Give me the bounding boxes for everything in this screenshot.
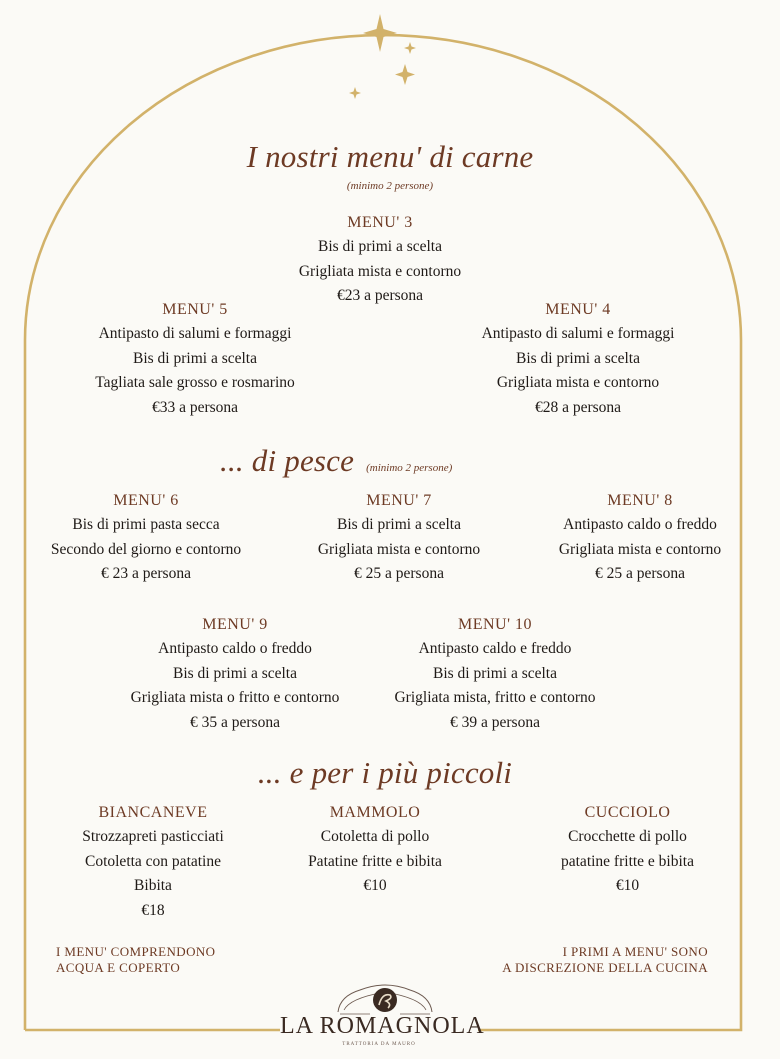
menu-price: € 25 a persona: [354, 565, 444, 582]
menu-price: €10: [363, 877, 387, 894]
menu-item: Bis di primi a scelta: [173, 664, 297, 682]
section-heading-pesce: [220, 443, 452, 479]
menu-item: Grigliata mista e contorno: [317, 540, 481, 558]
menu-item: Patatine fritte e bibita: [308, 852, 442, 870]
menu-title: MENU' 8: [607, 492, 673, 509]
menu-card-5: [45, 298, 345, 420]
menu-item: Antipasto caldo o freddo: [158, 640, 312, 657]
note-kitchen: [502, 944, 708, 976]
logo-emblem-icon: [330, 978, 440, 1018]
menu-title: MENU' 3: [347, 214, 413, 231]
menu-item: Cotoletta di pollo: [320, 828, 430, 845]
menu-item: Antipasto caldo e freddo: [418, 640, 572, 657]
menu-item: Tagliata sale grosso e rosmarino: [95, 374, 295, 391]
menu-item: Bis di primi a scelta: [433, 664, 557, 682]
menu-price: €23 a persona: [336, 287, 424, 304]
menu-item: patatine fritte e bibita: [561, 852, 694, 870]
menu-item: Bis di primi pasta secca: [72, 516, 220, 533]
menu-price: €33 a persona: [151, 398, 239, 416]
menu-card-biancaneve: [38, 801, 268, 923]
note-included: [56, 944, 215, 976]
menu-item: Crocchette di pollo: [568, 828, 687, 845]
menu-item: Bis di primi a scelta: [318, 238, 442, 255]
section-subtitle-carne: (minimo 2 persone): [346, 180, 434, 192]
menu-item: Bis di primi a scelta: [516, 349, 640, 367]
menu-title: MENU' 5: [162, 301, 228, 318]
logo-name: LA ROMAGNOLA: [280, 1013, 485, 1039]
section-title-piccoli: ... e per i più piccoli: [257, 755, 513, 790]
note-line: I PRIMI A MENU' SONO: [562, 944, 708, 959]
menu-title: CUCCIOLO: [584, 804, 671, 821]
menu-item: Bis di primi a scelta: [337, 516, 461, 533]
menu-item: Bibita: [134, 877, 172, 894]
menu-card-10: [370, 613, 620, 735]
menu-price: €28 a persona: [534, 398, 622, 416]
menu-card-cucciolo: [520, 801, 735, 899]
star-icon: [363, 14, 397, 52]
menu-item: Grigliata mista e contorno: [496, 374, 660, 391]
menu-item: Strozzapreti pasticciati: [82, 828, 224, 845]
section-title-pesce: ... di pesce: [220, 443, 355, 478]
menu-item: Secondo del giorno e contorno: [50, 540, 242, 558]
menu-card-9: [100, 613, 370, 735]
note-line: I MENU' COMPRENDONO: [56, 944, 216, 959]
menu-item: Antipasto caldo o freddo: [563, 516, 717, 533]
menu-item: Antipasto di salumi e formaggi: [98, 325, 292, 342]
menu-price: € 25 a persona: [595, 565, 685, 582]
section-title-carne: I nostri menu' di carne: [246, 139, 534, 174]
menu-item: Grigliata mista e contorno: [558, 540, 722, 558]
menu-title: MENU' 7: [366, 492, 432, 509]
star-icon: [349, 87, 361, 99]
note-line: ACQUA E COPERTO: [56, 960, 181, 975]
menu-card-6: [15, 489, 277, 587]
menu-title: MENU' 9: [202, 616, 268, 633]
menu-card-4: [428, 298, 728, 420]
menu-title: MENU' 10: [458, 616, 532, 633]
menu-item: Grigliata mista, fritto e contorno: [394, 689, 596, 706]
menu-price: €10: [615, 877, 640, 894]
menu-price: € 39 a persona: [450, 713, 540, 731]
menu-price: €18: [141, 901, 165, 919]
menu-title: MENU' 4: [545, 301, 611, 318]
menu-card-7: [282, 489, 516, 587]
menu-card-mammolo: [270, 801, 480, 899]
menu-card-8: [522, 489, 758, 587]
menu-title: BIANCANEVE: [98, 804, 208, 821]
menu-item: Grigliata mista e contorno: [298, 262, 462, 280]
menu-price: € 35 a persona: [190, 713, 280, 731]
menu-title: MAMMOLO: [329, 804, 421, 821]
menu-title: MENU' 6: [113, 492, 179, 509]
menu-price: € 23 a persona: [101, 565, 191, 582]
menu-card-3: [230, 211, 530, 309]
menu-item: Antipasto di salumi e formaggi: [481, 325, 675, 342]
star-icon: [395, 64, 415, 85]
menu-item: Bis di primi a scelta: [133, 349, 257, 367]
logo-tagline: TRATTORIA DA MAURO: [342, 1042, 416, 1047]
star-icon: [404, 42, 416, 54]
menu-item: Cotoletta con patatine: [84, 852, 221, 870]
note-line: A DISCREZIONE DELLA CUCINA: [502, 960, 708, 975]
menu-item: Grigliata mista o fritto e contorno: [130, 689, 340, 706]
section-subtitle-pesce: (minimo 2 persone): [366, 462, 453, 474]
